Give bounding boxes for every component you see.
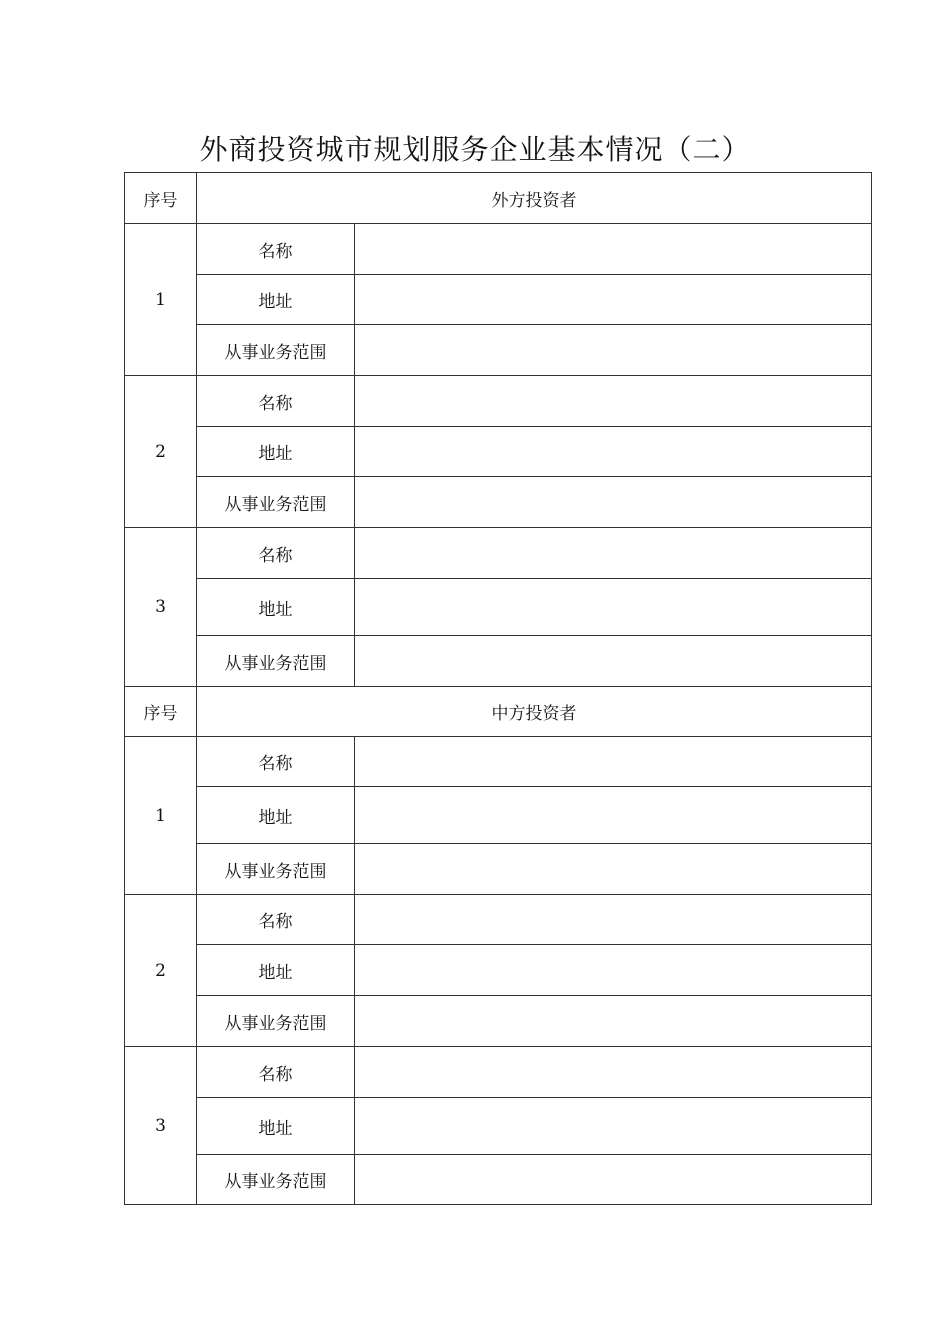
address-value-cell[interactable]	[355, 787, 872, 844]
table-row	[125, 275, 872, 325]
table-row	[125, 996, 872, 1047]
field-label: 名称	[197, 737, 355, 787]
section-header-row	[125, 687, 872, 737]
document-title: 外商投资城市规划服务企业基本情况（二）	[199, 133, 751, 166]
investor-info-table	[124, 172, 872, 1205]
seq-number: 1	[125, 224, 197, 376]
field-label: 从事业务范围	[197, 636, 355, 687]
business-scope-value-cell[interactable]	[355, 844, 872, 895]
name-value-cell[interactable]	[355, 737, 872, 787]
business-scope-value-cell[interactable]	[355, 636, 872, 687]
table-row	[125, 579, 872, 636]
field-label: 名称	[197, 528, 355, 579]
seq-number: 1	[125, 737, 197, 895]
business-scope-value-cell[interactable]	[355, 1155, 872, 1205]
field-label: 从事业务范围	[197, 477, 355, 528]
name-value-cell[interactable]	[355, 376, 872, 427]
table-row	[125, 737, 872, 787]
table-row	[125, 636, 872, 687]
field-label: 名称	[197, 1047, 355, 1098]
seq-header: 序号	[125, 173, 197, 224]
table-row	[125, 1098, 872, 1155]
seq-header: 序号	[125, 687, 197, 737]
table-row	[125, 844, 872, 895]
business-scope-value-cell[interactable]	[355, 477, 872, 528]
business-scope-value-cell[interactable]	[355, 325, 872, 376]
field-label: 名称	[197, 224, 355, 275]
group-header: 外方投资者	[197, 173, 872, 224]
name-value-cell[interactable]	[355, 895, 872, 945]
table-row	[125, 224, 872, 275]
table-row	[125, 1047, 872, 1098]
field-label: 名称	[197, 895, 355, 945]
field-label: 从事业务范围	[197, 996, 355, 1047]
field-label: 名称	[197, 376, 355, 427]
seq-number: 2	[125, 895, 197, 1047]
table-row	[125, 477, 872, 528]
name-value-cell[interactable]	[355, 1047, 872, 1098]
address-value-cell[interactable]	[355, 579, 872, 636]
field-label: 地址	[197, 945, 355, 996]
section-header-row	[125, 173, 872, 224]
seq-number: 3	[125, 528, 197, 687]
table-row	[125, 427, 872, 477]
table-row	[125, 895, 872, 945]
field-label: 从事业务范围	[197, 844, 355, 895]
field-label: 地址	[197, 427, 355, 477]
table-row	[125, 787, 872, 844]
address-value-cell[interactable]	[355, 427, 872, 477]
field-label: 地址	[197, 787, 355, 844]
seq-number: 3	[125, 1047, 197, 1205]
table-row	[125, 376, 872, 427]
group-header: 中方投资者	[197, 687, 872, 737]
business-scope-value-cell[interactable]	[355, 996, 872, 1047]
address-value-cell[interactable]	[355, 275, 872, 325]
name-value-cell[interactable]	[355, 224, 872, 275]
address-value-cell[interactable]	[355, 945, 872, 996]
table-row	[125, 325, 872, 376]
field-label: 地址	[197, 275, 355, 325]
seq-number: 2	[125, 376, 197, 528]
field-label: 从事业务范围	[197, 1155, 355, 1205]
name-value-cell[interactable]	[355, 528, 872, 579]
table-row	[125, 945, 872, 996]
table-row	[125, 528, 872, 579]
field-label: 地址	[197, 579, 355, 636]
table-row	[125, 1155, 872, 1205]
field-label: 地址	[197, 1098, 355, 1155]
field-label: 从事业务范围	[197, 325, 355, 376]
address-value-cell[interactable]	[355, 1098, 872, 1155]
